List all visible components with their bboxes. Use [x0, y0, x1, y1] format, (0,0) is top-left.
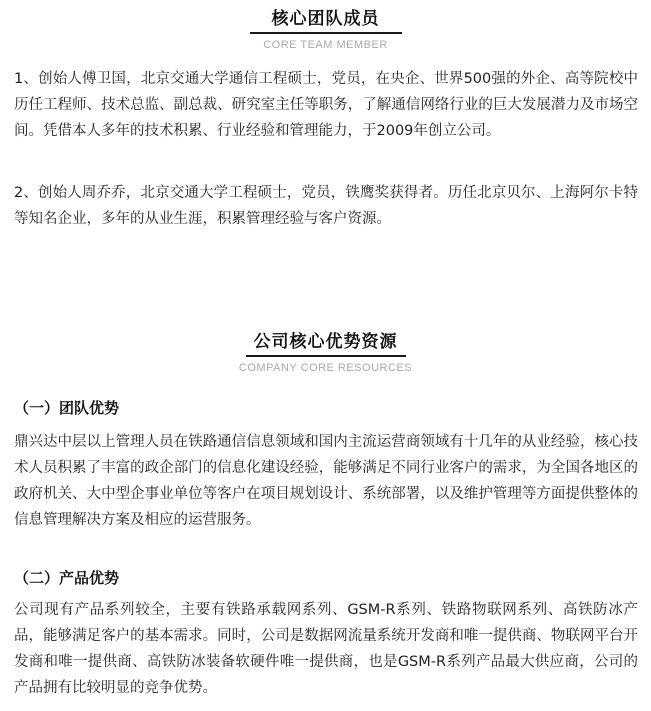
- advantages-section-subtitle: COMPANY CORE RESOURCES: [238, 362, 413, 374]
- team-title-underline: [250, 32, 402, 34]
- advantages-title-underline: [246, 355, 406, 357]
- team-section-title: 核心团队成员: [271, 9, 380, 29]
- team-section-subtitle: CORE TEAM MEMBER: [263, 39, 388, 51]
- team-advantage-text: 鼎兴达中层以上管理人员在铁路通信信息领域和国内主流运营商领域有十几年的从业经验，核心技术人员积累了丰富的政企部门的信息化建设经验，能够满足不同行业客户的需求，为全国各地区的政府机关、大中型企事业单位等客户在项目规划设计、系统部署，以及维护管理等方面提供整体的信息管理解决方案及相应的运营服务。: [14, 434, 638, 528]
- advantages-section-header: [0, 331, 651, 375]
- product-advantage-heading: （二）产品优势: [14, 569, 120, 587]
- advantages-section-title: 公司核心优势资源: [253, 332, 398, 352]
- team-section-header: [0, 8, 651, 52]
- team-member-1: 1、创始人傅卫国，北京交通大学通信工程硕士，党员，在央企、世界500强的外企、高等院校中历任工程师、技术总监、副总裁、研究室主任等职务，了解通信网络行业的巨大发展潜力及市场空间。凭借本人多年的技术积累、行业经验和管理能力，于2009年创立公司。: [14, 71, 638, 139]
- team-member-2: 2、创始人周乔乔，北京交通大学工程硕士，党员，铁鹰奖获得者。历任北京贝尔、上海阿尔卡特等知名企业，多年的从业生涯，积累管理经验与客户资源。: [14, 185, 638, 227]
- product-advantage-text: 公司现有产品系列较全，主要有铁路承载网系列、GSM-R系列、铁路物联网系列、高铁防冰产品，能够满足客户的基本需求。同时，公司是数据网流量系统开发商和唯一提供商、物联网平台开发商和唯一提供商、高铁防冰装备软硬件唯一提供商，也是GSM-R系列产品最大供应商，公司的产品拥有比较明显的竞争优势。: [14, 602, 638, 696]
- team-advantage-heading: （一）团队优势: [14, 399, 120, 417]
